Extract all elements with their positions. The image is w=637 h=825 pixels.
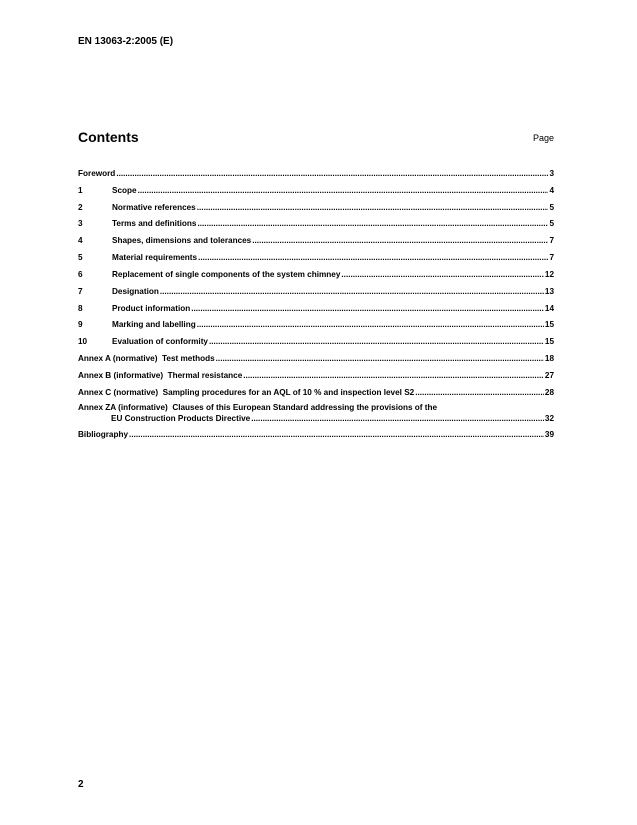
toc-entry-scope[interactable] bbox=[78, 184, 554, 196]
toc-entry-evaluation-conformity[interactable] bbox=[78, 335, 554, 347]
toc-entry-product-information[interactable] bbox=[78, 302, 554, 314]
toc-entry-title: Bibliography bbox=[78, 430, 129, 440]
toc-leader-dots bbox=[251, 414, 544, 424]
toc-entry-page: 15 bbox=[544, 337, 554, 347]
toc-entry-page: 4 bbox=[549, 185, 554, 195]
toc-entry-number: 4 bbox=[78, 236, 83, 246]
page-column-label: Page bbox=[532, 133, 554, 143]
toc-entry-number: 9 bbox=[78, 320, 83, 330]
toc-entry-title: Scope bbox=[112, 185, 137, 195]
toc-entry-number: 5 bbox=[78, 253, 83, 263]
toc-leader-dots bbox=[216, 354, 544, 364]
toc-entry-page: 5 bbox=[549, 202, 554, 212]
toc-entry-normative-references[interactable] bbox=[78, 201, 554, 213]
toc-entry-number: 7 bbox=[78, 286, 83, 296]
toc-entry-page: 3 bbox=[549, 168, 554, 178]
toc-entry-title: Normative references bbox=[112, 202, 196, 212]
toc-entry-material-requirements[interactable] bbox=[78, 251, 554, 263]
toc-entry-annex-c[interactable] bbox=[78, 386, 554, 398]
toc-entry-title: Annex A (normative) Test methods bbox=[78, 354, 215, 363]
toc-leader-dots bbox=[415, 388, 544, 398]
toc-entry-title: Foreword bbox=[78, 168, 116, 178]
toc-leader-dots bbox=[198, 253, 548, 263]
toc-entry-page: 28 bbox=[544, 387, 554, 397]
document-header: EN 13063-2:2005 (E) bbox=[78, 36, 174, 47]
table-of-contents bbox=[78, 167, 554, 445]
toc-leader-dots bbox=[252, 236, 548, 246]
toc-entry-title: Marking and labelling bbox=[112, 320, 196, 330]
toc-entry-number: 8 bbox=[78, 303, 83, 313]
toc-entry-title: Replacement of single components of the system chimney bbox=[112, 269, 341, 279]
toc-entry-number: 2 bbox=[78, 202, 83, 212]
toc-entry-page: 18 bbox=[544, 354, 554, 363]
toc-entry-title-continued: EU Construction Products Directive bbox=[111, 413, 251, 423]
toc-entry-page: 7 bbox=[549, 236, 554, 246]
toc-leader-dots bbox=[129, 430, 544, 440]
toc-entry-page: 7 bbox=[549, 253, 554, 263]
toc-leader-dots bbox=[197, 320, 544, 330]
toc-entry-annex-a[interactable] bbox=[78, 352, 554, 364]
toc-leader-dots bbox=[341, 270, 543, 280]
toc-leader-dots bbox=[209, 337, 544, 347]
toc-entry-foreword[interactable] bbox=[78, 167, 554, 179]
toc-entry-title: Material requirements bbox=[112, 253, 198, 263]
toc-entry-page: 12 bbox=[544, 269, 554, 279]
toc-entry-title: Shapes, dimensions and tolerances bbox=[112, 236, 252, 246]
toc-entry-page: 14 bbox=[544, 303, 554, 313]
toc-entry-terms-and-definitions[interactable] bbox=[78, 217, 554, 229]
contents-title: Contents bbox=[78, 129, 139, 145]
toc-entry-title: Annex C (normative) Sampling procedures for an AQL of 10 % and inspection level S2 bbox=[78, 387, 415, 397]
toc-entry-title: Product information bbox=[112, 303, 191, 313]
toc-entry-annex-za[interactable] bbox=[78, 403, 554, 424]
toc-entry-page: 39 bbox=[544, 430, 554, 440]
page-number: 2 bbox=[78, 779, 84, 790]
toc-entry-title: Annex B (informative) Thermal resistance bbox=[78, 370, 243, 380]
toc-entry-bibliography[interactable] bbox=[78, 429, 554, 441]
toc-entry-replacement-components[interactable] bbox=[78, 268, 554, 280]
toc-entry-annex-b[interactable] bbox=[78, 369, 554, 381]
toc-entry-title: Designation bbox=[112, 286, 159, 296]
toc-entry-number: 1 bbox=[78, 185, 83, 195]
toc-leader-dots bbox=[138, 186, 549, 196]
toc-entry-number: 10 bbox=[78, 337, 88, 347]
toc-entry-page: 15 bbox=[544, 320, 554, 330]
toc-leader-dots bbox=[197, 203, 549, 213]
toc-leader-dots bbox=[160, 287, 544, 297]
toc-entry-page: 13 bbox=[544, 286, 554, 296]
toc-entry-page: 5 bbox=[549, 219, 554, 229]
toc-leader-dots bbox=[116, 169, 548, 179]
toc-leader-dots bbox=[243, 371, 544, 381]
toc-entry-number: 6 bbox=[78, 269, 83, 279]
toc-entry-marking-labelling[interactable] bbox=[78, 318, 554, 330]
toc-leader-dots bbox=[197, 219, 548, 229]
toc-leader-dots bbox=[191, 304, 544, 314]
toc-entry-page: 27 bbox=[544, 370, 554, 380]
toc-entry-title: Evaluation of conformity bbox=[112, 337, 208, 347]
toc-entry-page: 32 bbox=[544, 413, 554, 423]
toc-entry-number: 3 bbox=[78, 219, 83, 229]
toc-entry-shapes-dimensions[interactable] bbox=[78, 234, 554, 246]
toc-entry-title: Terms and definitions bbox=[112, 219, 197, 229]
toc-entry-designation[interactable] bbox=[78, 285, 554, 297]
toc-entry-title: Annex ZA (informative) Clauses of this European Standard addressing the provisions of the bbox=[78, 402, 438, 412]
